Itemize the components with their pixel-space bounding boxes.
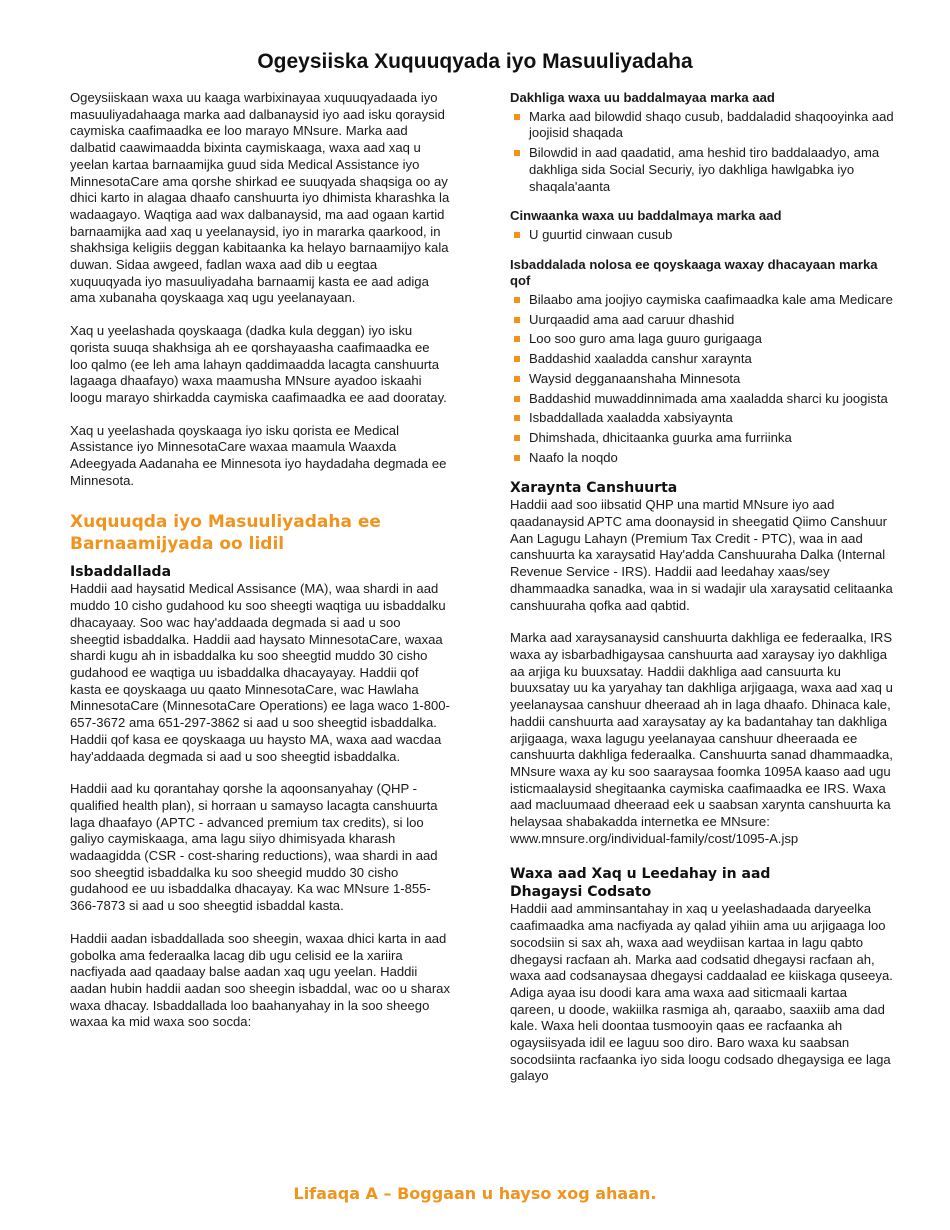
list-item: Naafo la noqdo [510, 450, 895, 467]
changes-paragraph-1: Haddii aad haysatid Medical Assisance (MA), waa shardi in aad muddo 10 cisho gudahood ku soo sheegti waqtiga uu isbaddalku dhacayaay. Soo wac hay'addaada degmada si aad u soo sheegtid isbaddalka. Haddii aad haysato MinnesotaCare, waxaa shardi kugu ah in isbaddalka ku soo sheegtid muddo 30 cisho gudahood ee waqtiga uu isbaddalka dhacayayay. Haddii qof kasta ee qoyskaaga uu qaato MinnesotaCare, wac Hawlaha MinnesotaCare (MinnesotaCare Operations) ee laga waco 1-800-657-3672 ama 651-297-3862 si aad u soo sheegtid isbaddalka. Haddii qof kasa ee qoyskaaga uu haysto MA, waxa aad wacdaa hay'addaada degmada si aad u soo sheegtid isbaddalka. [70, 581, 450, 764]
list-item: Baddashid muwaddinnimada ama xaaladda sharci ku joogista [510, 391, 895, 408]
list-item: Waysid degganaanshaha Minnesota [510, 371, 895, 388]
page-title: Ogeysiiska Xuquuqyada iyo Masuuliyadaha [257, 50, 693, 73]
rights-paragraph: Haddii aad amminsantahay in xaq u yeelashadaada daryeelka caafimaadka ama nacfiyada ay qalad yihiin ama uu arjigaaga loo socodsiin si sax ah, waxa aad weydiisan kartaa in lagu qabto dhegaysi racfaan ah. Marka aad codsatid dhegaysi racfaan ah, waxa aad codsanaysaa dhegaysi caddaalad ee kiiskaga quseeya. Adiga ayaa isu doodi kara ama waxa aad siticmaali kartaa qareen, u doode, wakiilka rasmiga ah, qaraabo, saaxiib ama dad kale. Waxa heli doontaa tusmooyin qaas ee racfaanka ah ogaysiisyada idil ee laguu soo diro. Baro waxa ku saabsan socodsiinta racfaanka iyo sida loogu codsado dhegaysiga ee laga galayo [510, 901, 893, 1084]
bullet-icon [514, 150, 520, 156]
intro-paragraph-2: Xaq u yeelashada qoyskaaga (dadka kula deggan) iyo isku qorista suuqa shakhsiga ah ee qorshayaasha caafimaadka ee loo qalmo (ee leh ama lahayn qaddimaadda lacagta canshuurta lagaaga dhaafayo) waxa maamusha MNsure ayadoo iskaahi loogu marayo shirkadda caymiska caafimaadka ee aad dooratay. [70, 323, 447, 405]
household-change-block [510, 257, 895, 467]
list-item: U guurtid cinwaan cusub [510, 227, 895, 244]
list-item: Bilowdid in aad qaadatid, ama heshid tiro baddalaadyo, ama dakhliga sida Social Securiy, iyo dakhliga hawlgabka iyo shaqala'aanta [510, 145, 895, 195]
section-title: Xuquuqda iyo Masuuliyadaha ee Barnaamijyada oo lidil [70, 512, 381, 555]
footer-note: Lifaaqa A – Boggaan u hayso xog ahaan. [293, 1184, 657, 1203]
tax-filing-title: Xaraynta Canshuurta [510, 480, 678, 497]
list-item: Dhimshada, dhicitaanka guurka ama furriinka [510, 430, 895, 447]
bullet-icon [514, 455, 520, 461]
left-column [70, 90, 450, 1031]
household-list-heading: Isbaddalada nolosa ee qoyskaaga waxay dhacayaan marka qof [510, 256, 878, 289]
rights-title-line-1: Waxa aad Xaq u Leedahay in aad [510, 866, 771, 883]
changes-subtitle: Isbaddallada [70, 564, 172, 581]
bullet-icon [514, 396, 520, 402]
bullet-icon [514, 415, 520, 421]
tax-paragraph-2: Marka aad xaraysanaysid canshuurta dakhliga ee federaalka, IRS waxa ay isbarbadhigaysaa canshuurta aad xaraysay iyo dakhliga aa arjiga ku buuxsatay. Haddii dakhliga aad cansuurta ku buuxsatay uu ka yaryahay tan dakhliga arjigaaga, waxa aad xaq u yeelanaysaa canshuur dheeraad ah in laga dhaafo. Dhinaca kale, haddii canshuurta aad xaraysatay ay ka badantahay tan dakhliga arjigaaga, waxa lagugu yeelanayaa canshuur dheeraada ee canshuurta dakhliga federaalka. Canshuurta sanad dhammaadka, MNsure waxa ay ku soo saaraysaa foomka 1095A kaaso aad ugu isticmaalaysid shegitaanka caymiska caafimaadka ee IRS. Waxa aad macluumaad dheeraad eek u saabsan xarynta canshuurta ka helaysaa shabakadda internetka ee MNsure: www.mnsure.org/individual-family/cost/1095-A.jsp [510, 630, 893, 846]
list-item: Isbaddallada xaaladda xabsiyaynta [510, 410, 895, 427]
tax-paragraph-1: Haddii aad soo iibsatid QHP una martid MNsure iyo aad qaadanaysid APTC ama doonaysid in sheegatid Qiimo Canshuur Aan Lagugu Lahayn (Premium Tax Credit - PTC), waa in aad canshuurta ka xaraysatid Hay'adda Canshuuraha Dalka (Internal Revenue Service - IRS). Haddii aad leedahay xaas/sey dhammaadka sanadka, waa in si wadajir ula xaraysatid celitaanka canshuuraha qofka aad qabtid. [510, 497, 893, 613]
bullet-icon [514, 232, 520, 238]
address-list-heading: Cinwaanka waxa uu baddalmaya marka aad [510, 208, 782, 224]
rights-title [510, 865, 895, 901]
changes-paragraph-2: Haddii aad ku qorantahay qorshe la aqoonsanyahay (QHP - qualified health plan), si horraan u samayso lacagta canshuurta laga dhaafayo (APTC - advanced premium tax credits), si loo galiyo caymiskaaga, ama lagu siiyo dhimisyada kharash wadaagidda (CSR - cost-sharing reductions), waa shardi in aad soo sheegtid isbaddalka ku soo sheegid muddo 30 cisho gudahood ee uu isbaddalka dhacayay. Ka wac MNsure 1-855-366-7873 si aad u soo sheegtid isbaddal kasta. [70, 781, 438, 914]
intro-paragraph-1: Ogeysiiskaan waxa uu kaaga warbixinayaa xuquuqyadaada iyo masuuliyadahaaga marka aad dalbanaysid iyo aad isku qoraysid caymiska caafimaadka ee loo marayo MNsure. Marka aad dalbatid caawimaadda bixinta caymiskaaga, waxa aad xaq u yeelan kartaa barnaamijka guud sida Medical Assistance iyo MinnesotaCare ama qorshe shirkad ee suuqyada shaqsiga oo ay dhici karto in alagaa dhaafo canshuurta iyo dhimista kharashka la wadaagayo. Waqtiga aad wax dalbanaysid, ma aad ogaan kartid barnaamijka aad xaq u yeelanaysid, iyo in mararka qaarkood, in shakhsiga keligiis deggan kabitaanka ka helayo barnaamijyo kala duwan. Sidaa awgeed, fadlan waxa aad dib u eegtaa xuquuqyada iyo masuuliyadaha barnaamij kasta ee aad adiga ama xubanaha qoyskaaga xaq ugu yeelanayaan. [70, 90, 450, 306]
list-item: Uurqaadid ama aad caruur dhashid [510, 312, 895, 329]
list-item: Baddashid xaaladda canshur xaraynta [510, 351, 895, 368]
income-change-block [510, 90, 895, 195]
bullet-icon [514, 317, 520, 323]
address-list [510, 227, 895, 244]
income-list-heading: Dakhliga waxa uu baddalmayaa marka aad [510, 90, 775, 105]
changes-paragraph-3: Haddii aadan isbaddallada soo sheegin, waxaa dhici karta in aad gobolka ama federaalka lacag dib ugu celisid ee la xariira nacfiyada aad qaadaay balse aadan xaq ugu yeelan. Haddii aadan hubin haddii aadan soo sheegin isbaddal, wac oo u sharax waxa dhacay. Isbaddallada loo baahanyahay in la soo sheego waxaa ka mid waxa soo socda: [70, 930, 451, 1030]
bullet-icon [514, 336, 520, 342]
bullet-icon [514, 356, 520, 362]
bullet-icon [514, 297, 520, 303]
address-change-block [510, 208, 895, 243]
income-list [510, 109, 895, 196]
right-column [510, 90, 895, 1085]
list-item: Bilaabo ama joojiyo caymiska caafimaadka kale ama Medicare [510, 292, 895, 309]
bullet-icon [514, 435, 520, 441]
list-item: Loo soo guro ama laga guuro gurigaaga [510, 331, 895, 348]
household-list [510, 292, 895, 466]
bullet-icon [514, 114, 520, 120]
list-item: Marka aad bilowdid shaqo cusub, baddaladid shaqooyinka aad joojisid shaqada [510, 109, 895, 142]
intro-paragraph-3: Xaq u yeelashada qoyskaaga iyo isku qorista ee Medical Assistance iyo MinnesotaCare waxaa maamula Waaxda Adeegyada Aadanaha ee Minnesota iyo haydadaha degmada ee Minnesota. [70, 422, 447, 488]
rights-title-line-2: Dhagaysi Codsato [510, 884, 652, 901]
bullet-icon [514, 376, 520, 382]
